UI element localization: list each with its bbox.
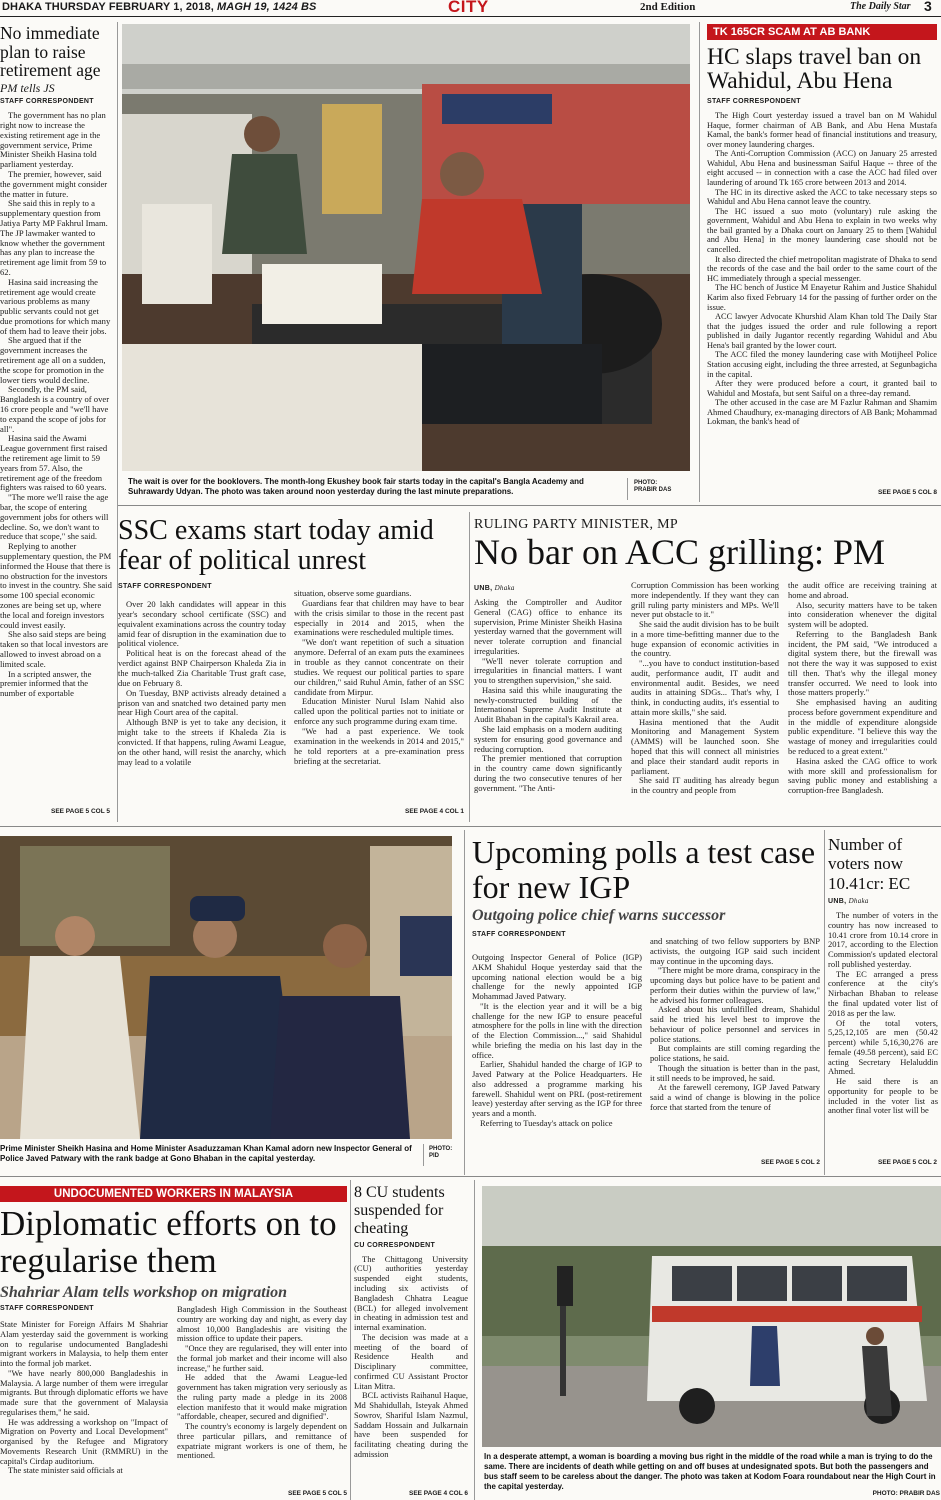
paragraph: Although BNP is yet to take any decision, it might take to the streets if Khaleda Zia is convicted. If that happens, ruling Awami League, on the other hand, will resist the anarchy, which may lead to a volatile — [118, 717, 286, 767]
byline-place: Dhaka — [848, 897, 869, 906]
paragraph: Corruption Commission has been working more independently. If they want they can grill ruling party ministers and MPs. We'll never put obstacle to it." — [631, 580, 779, 620]
malaysia-col-1 — [0, 1320, 168, 1476]
section-rule — [118, 505, 941, 506]
paragraph: The HC in its directive asked the ACC to take necessary steps so Wahidul and Abu Hena cannot leave the country. — [707, 187, 937, 207]
headline: No immediate plan to raise retirement age — [0, 23, 101, 81]
story-upcoming-polls — [472, 835, 818, 938]
paragraph: situation, observe some guardians. — [294, 588, 412, 598]
paragraph: The Chittagong University (CU) authorities yesterday suspended eight students, including six activists of Bangladesh Chhatra League (BCL) for alleged involvement in cheating in admission test and internal examination. — [354, 1253, 468, 1333]
dateline-bangla: MAGH 19, 1424 BS — [217, 1, 317, 13]
polls-col-2 — [650, 937, 820, 1113]
paragraph: It also directed the chief metropolitan magistrate of Dhaka to send the records of the case and the bail order to the same court of the HC immediately through a special messenger. — [707, 254, 937, 283]
photo-credit: PHOTO: PRABIR DAS — [872, 1490, 940, 1497]
photo-credit — [429, 1146, 459, 1160]
story-body — [707, 111, 937, 427]
byline: STAFF CORRESPONDENT — [472, 931, 566, 939]
photo-credit — [634, 480, 690, 494]
column-rule — [469, 512, 470, 822]
paragraph: Hasina asked the CAG office to work with more skill and professionalism for saving public money and establishing a corruption-free Bangladesh. — [788, 755, 937, 796]
paragraph: the audit office are receiving training at home and abroad. — [788, 580, 937, 600]
credit-label: PHOTO: — [634, 480, 658, 486]
photo-caption: In a desperate attempt, a woman is boarding a moving bus right in the middle of the road while a man is trying to do the same. There are incidents of death while getting on and off buses at undesignated spots. But both the passengers and bus staff seem to be careless about the danger. The photo was taken at Kodom Foara roundabout near the High Court in the capital yesterday. — [484, 1452, 936, 1492]
jump-line: SEE PAGE 5 COL 2 — [760, 1159, 820, 1166]
paragraph: On Tuesday, BNP activists already detained a prison van and snatched two detained party men near High Court area of the capital. — [118, 687, 286, 718]
paragraph: "There might be more drama, conspiracy in the upcoming days but police have to be patient and perform their duties within the purview of law," he advised his former colleagues. — [650, 965, 820, 1005]
paragraph: "...you have to conduct institution-based audit, performance audit, IT audit and environmental audit. Besides, we need audits in attaining SDGs... That's why, I think, in conducting audits, it's essential to attain more skills," she said. — [631, 658, 779, 717]
paragraph: State Minister for Foreign Affairs M Shahriar Alam yesterday said the government is working on to regularise undocumented Bangladeshi migrant workers in Malaysia, to help them enter into the formal job market. — [0, 1319, 168, 1369]
story-ssc-exams — [118, 516, 464, 590]
book-fair-image — [122, 24, 690, 471]
book-fair-photo — [122, 24, 690, 471]
paragraph: "We had a past experience. We took examination in the weekends in 2014 and 2015," he told reporters at a pre-examination press briefing at the secretariat. — [294, 726, 464, 766]
paragraph: ACC lawyer Advocate Khurshid Alam Khan told The Daily Star that the judges issued the order and rule following a report published in daily Jugantor recently regarding Wahidul and Abu Hena's bail granted by the lower court. — [707, 312, 937, 350]
subheadline: Shahriar Alam tells workshop on migration — [0, 1283, 288, 1301]
headline: Number of voters now 10.41cr: EC — [828, 835, 911, 893]
paragraph: After they were produced before a court, it granted bail to Wahidul and Mostafa, but sent Saiful on a three-day remand. — [707, 379, 937, 398]
headline: Diplomatic efforts on to regularise them — [0, 1204, 337, 1280]
paragraph: She emphasised having an auditing process before government expenditure and in the middle of expenditure alongside public expenditure. "I believe this way the wastage of money and irregularities could be reduced to a great extent." — [788, 697, 937, 757]
bus-boarding-photo — [482, 1186, 941, 1447]
story-malaysia-workers — [0, 1186, 347, 1312]
malaysia-col-2 — [177, 1305, 347, 1461]
byline: STAFF CORRESPONDENT — [0, 98, 94, 106]
paragraph: She argued that if the government increases the retirement age all on a sudden, the scope for promotion in the lower tiers would decline. — [0, 335, 106, 385]
column-rule — [350, 1180, 351, 1500]
edition-label: 2nd Edition — [640, 1, 696, 13]
jump-line: SEE PAGE 5 COL 5 — [287, 1490, 347, 1497]
byline-agency: UNB, — [828, 898, 847, 906]
paragraph: Earlier, Shahidul handed the charge of IGP to Javed Patwary at the Police Headquarters. He also addressed a programme marking his farewell. Shahidul went on PRL (post-retirement leave) yesterday after serving as the IGP for three years and a month. — [472, 1059, 642, 1119]
dateline-date: DHAKA THURSDAY FEBRUARY 1, 2018, — [2, 1, 214, 13]
credit-name: PRABIR DAS — [634, 487, 672, 494]
bus-boarding-image — [482, 1186, 941, 1447]
paragraph: She said IT auditing has already begun in the country and people from — [631, 775, 779, 796]
column-rule — [474, 1180, 475, 1500]
byline: STAFF CORRESPONDENT — [118, 583, 212, 591]
paragraph: He added that the Awami League-led government has taken migration very seriously as the ruling party made a pledge in its 2008 election manifesto that it would make migration "affordable, cheaper, secured and dignified". — [177, 1372, 347, 1422]
headline: 8 CU students suspended for cheating — [354, 1184, 445, 1238]
paragraph: The HC issued a suo moto (voluntary) rule asking the government, Wahidul and Abu Hena to explain in two weeks why the bail granted by a Dhaka court on January 25 to them [Wahidul and Abu Hena] in the money laundering case should not be cancelled. — [707, 206, 937, 255]
paragraph: He was addressing a workshop on "Impact of Migration on Poverty and Local Development" organised by the Refugee and Migratory Movements Research Unit (RMMRU) in the capital's Cirdap auditorium. — [0, 1416, 168, 1466]
column-rule — [464, 830, 465, 1175]
paragraph: The EC arranged a press conference at the city's Nirbachan Bhaban to release the final updated voter list of 2018 as per the law. — [828, 968, 938, 1018]
paragraph: Hasina said this while inaugurating the newly-constructed building of the International Supreme Audit Institute at Audit Bhaban in the capital's Kakrail area. — [474, 684, 622, 725]
paragraph: Secondly, the PM said, Bangladesh is a country of over 16 crore people and "we'll have to expand the scope of jobs for all". — [0, 384, 110, 434]
jump-line: SEE PAGE 4 COL 1 — [404, 808, 464, 815]
paragraph: In a scripted answer, the premier informed that the number of exportable — [0, 668, 92, 699]
paragraph: Hasina said increasing the retirement age would create various problems as many public servants could not get due promotions for which many of them had to leave their jobs. — [0, 276, 111, 336]
caption-divider — [627, 478, 628, 500]
igp-ceremony-photo — [0, 836, 452, 1139]
paragraph: and snatching of two fellow supporters by BNP activists, the outgoing IGP said such incident may continue in the upcoming days. — [650, 936, 820, 966]
paragraph: She also said steps are being taken so that local investors are allowed to invest abroad on a limited scale. — [0, 629, 109, 669]
paragraph: The HC bench of Justice M Enayetur Rahim and Justice Shahidul Karim also fixed February 14 for the passing of further order on the issue. — [707, 283, 937, 312]
acc-col-3 — [788, 581, 937, 796]
section-rule — [0, 826, 941, 827]
jump-line: SEE PAGE 5 COL 8 — [877, 489, 937, 496]
paragraph: Referring to the Bangladesh Bank incident, the PM said, "We introduced a digital system there, but the firewall was not there the way it was supposed to exist till then. That's why the illegal money transfer occurred. We need to look into those matters properly." — [788, 628, 937, 698]
byline: STAFF CORRESPONDENT — [707, 97, 801, 105]
paragraph: Hasina said the Awami League government first raised the retirement age limit to 59 years from 57. Also, the retirement age of the freedom fighters was raised to 60 years. — [0, 433, 108, 493]
kicker: TK 165CR SCAM AT AB BANK — [707, 24, 937, 40]
story-retirement-age — [0, 24, 113, 824]
paragraph: Replying to another supplementary question, the PM informed the House that there is no obstruction for the investors to invest in the country. She said some 100 special economic zones are being set up, where the local and foreign investors could invest easily. — [0, 541, 112, 630]
paragraph: At the farewell ceremony, IGP Javed Patwary said a wind of change is blowing in the police force that started from the tenure of — [650, 1082, 820, 1113]
credit-name: PID — [429, 1153, 440, 1160]
paragraph: Asked about his unfulfilled dream, Shahidul said he tried his level best to improve the behaviour of police personnel and services in police stations. — [650, 1004, 820, 1044]
paragraph: She laid emphasis on a modern auditing system for ensuring good governance and reducing corruption. — [474, 724, 622, 754]
paragraph: The ACC filed the money laundering case with Motijheel Police Station accusing eight, including the three arrested, at Segunbagicha in the capital. — [707, 350, 937, 379]
paragraph: She said this in reply to a supplementary question from Jatiya Party MP Fakhrul Imam. The JP lawmaker wanted to know whether the government has any plan to increase the retirement age limit from 59 to 62. — [0, 198, 108, 277]
paragraph: "We have nearly 800,000 Bangladeshis in Malaysia. A large number of them were irregular migrants. But through diplomatic efforts we have made sure that the government of Malaysia regularises them," he said. — [0, 1367, 168, 1417]
polls-col-1 — [472, 953, 642, 1129]
ssc-col-2 — [294, 589, 464, 766]
masthead-logo: The Daily Star — [850, 1, 911, 12]
story-acc-grilling — [474, 517, 941, 570]
paragraph: The number of voters in the country has now increased to 10.41 crore from 10.14 crore in 2017, according to the Election Commission's updated electoral roll published yesterday. — [828, 910, 938, 969]
kicker: UNDOCUMENTED WORKERS IN MALAYSIA — [0, 1186, 347, 1202]
column-rule — [699, 22, 700, 502]
paragraph: The other accused in the case are M Fazlur Rahman and Shamim Ahmed Chaudhury, ex-managing directors of AB Bank; Mohammad Lokman, the bank's head of — [707, 398, 937, 427]
story-voters — [828, 835, 938, 1116]
jump-line: SEE PAGE 4 COL 6 — [408, 1490, 468, 1497]
paragraph: Referring to Tuesday's attack on police — [480, 1118, 613, 1129]
paragraph: "We'll never tolerate corruption and irregularities in financial matters. I want you to strengthen supervision," she said. — [474, 655, 622, 686]
byline: CU CORRESPONDENT — [354, 1241, 436, 1249]
paragraph: The state minister said officials at — [8, 1465, 123, 1476]
paragraph: The Anti-Corruption Commission (ACC) on January 25 arrested Wahidul, Abu Hena and businessman Saiful Haque -- three of the eight accused -- in connection with a case the ACC had filed over laundering of around Tk 165 crore between 2013 and 2014. — [707, 149, 937, 187]
headline: SSC exams start today amid fear of political unrest — [118, 515, 434, 576]
story-hc-travel-ban — [707, 24, 937, 427]
dateline — [2, 1, 316, 13]
section-rule — [0, 1176, 941, 1177]
paragraph: The High Court yesterday issued a travel ban on M Wahidul Haque, former chairman of AB Bank, and Abu Hena Mustafa Kamal, the bank's former head of financial institutions and treasury, over money laundering charges. — [707, 110, 937, 149]
igp-ceremony-image — [0, 836, 452, 1139]
byline-agency: UNB, — [474, 585, 493, 592]
paragraph: The premier mentioned that corruption in the country came down significantly during the two consecutive tenures of her government. "The Anti- — [474, 753, 622, 793]
headline: No bar on ACC grilling: PM — [474, 532, 886, 572]
story-body — [828, 911, 938, 1116]
paragraph: She said the audit division has to be built in a more time-befitting manner due to the huge expansion of economic activities in the country. — [631, 619, 779, 659]
paragraph: Hasina mentioned that the Audit Monitoring and Management System (AMMS) will be launched soon. She hoped that this will connect all ministries and place their standard audit reports in parliament. — [631, 716, 779, 776]
paragraph: Though the situation is better than in the past, it still needs to be improved, he said. — [650, 1062, 820, 1083]
caption-divider — [423, 1144, 424, 1166]
headline: HC slaps travel ban on Wahidul, Abu Hena — [707, 44, 922, 94]
paragraph: "We don't want repetition of such a situation anymore. Deferral of an exam puts the examinees in trouble as they cannot concentrate on their studies. We request our political parties to spare our children," said Ruhul Amin, father of an SSC candidate from Mirpur. — [294, 637, 464, 697]
byline-place: Dhaka — [494, 584, 515, 592]
photo-caption: Prime Minister Sheikh Hasina and Home Minister Asaduzzaman Khan Kamal adorn new Inspector General of Police Javed Patwary with the rank badge at Gono Bhaban in the capital yesterday. — [0, 1144, 412, 1164]
paragraph: Political heat is on the forecast ahead of the verdict against BNP Chairperson Khaleda Zia in the much-talked Zia Charitable Trust graft case, due on February 8. — [118, 648, 286, 688]
paragraph: He said there is an opportunity for people to be included in the voter list as another final voter list will be — [828, 1076, 938, 1116]
credit-label: PHOTO: — [429, 1146, 453, 1152]
paragraph: The decision was made at a meeting of the board of Residence Health and Disciplinary committee, confirmed CU Assistant Proctor Litan Mitra. — [354, 1331, 468, 1391]
paragraph: But complaints are still coming regarding the police stations, he said. — [650, 1043, 820, 1064]
paragraph: Education Minister Nurul Islam Nahid also called upon the political parties not to initiate or enforce any such programme during exam time. — [294, 696, 464, 727]
paragraph: Of the total voters, 5,25,12,105 are men (50.42 percent) while 5,16,30,276 are female (49.58 percent), said EC acting Secretary Helaluddin Ahmed. — [828, 1017, 938, 1077]
paragraph: "Once they are regularised, they will enter into the formal job market and their income will also increase," he further said. — [177, 1343, 347, 1373]
kicker: RULING PARTY MINISTER, MP — [474, 517, 678, 532]
byline — [474, 584, 622, 593]
paragraph: Guardians fear that children may have to bear with the crisis similar to those in the recent past especially in 2014 and 2015, when the examinations were rescheduled multiple times. — [294, 597, 464, 638]
subheadline: PM tells JS — [0, 81, 55, 96]
story-body — [0, 111, 113, 699]
paragraph: "The more we'll raise the age bar, the scope of entering government jobs for others will decline. So, we don't want to reduce that scope," she said. — [0, 492, 109, 542]
paragraph: Over 20 lakh candidates will appear in this year's secondary school certificate (SSC) and equivalent examinations across the country today amid fear of disruption in the examination due to political violence. — [118, 599, 286, 649]
headline: Upcoming polls a test case for new IGP — [472, 834, 816, 906]
paragraph: BCL activists Raihanul Haque, Md Shahidullah, Isteyak Ahmed Sowrov, Shariful Islam Nazmul, Saddam Hossain and Julkarnain have been suspended for facilitating cheating during the admission — [354, 1390, 468, 1460]
acc-col-2 — [631, 581, 779, 796]
paragraph: "It is the election year and it will be a big challenge for the new IGP to ensure peaceful atmosphere for the polls in line with the direction of the Election Commission...," said Shahidul while briefing the media on his last day in the office. — [472, 1000, 642, 1060]
paragraph: Outgoing Inspector General of Police (IGP) AKM Shahidul Hoque yesterday said that the upcoming national election would be a big challenge for the newly appointed IGP Mohammad Javed Patwary. — [472, 952, 642, 1002]
paragraph: The government has no plan right now to increase the existing retirement age in the government service, Prime Minister Sheikh Hasina told parliament yesterday. — [0, 110, 106, 170]
paragraph: The country's economy is largely dependent on three particular pillars, and remittance of expatriate migrant workers is one of them, he mentioned. — [177, 1421, 347, 1461]
page-header — [0, 0, 941, 17]
paragraph: Also, security matters have to be taken into consideration whenever the digital system will be adopted. — [788, 599, 937, 630]
ssc-col-1 — [118, 600, 286, 768]
byline: STAFF CORRESPONDENT — [0, 1304, 94, 1312]
photo-caption: The wait is over for the booklovers. The month-long Ekushey book fair starts today in the capital's Bangla Academy and Suhrawardy Udyan. The photo was taken around noon yesterday during the last minute preparations. — [128, 477, 584, 497]
story-body — [354, 1255, 468, 1460]
story-cu-students — [354, 1184, 468, 1460]
jump-line: SEE PAGE 5 COL 5 — [50, 808, 110, 815]
subheadline: Outgoing police chief warns successor — [472, 907, 726, 925]
jump-line: SEE PAGE 5 COL 2 — [877, 1159, 937, 1166]
byline — [828, 897, 938, 905]
column-rule — [824, 830, 825, 1175]
paragraph: Asking the Comptroller and Auditor General (CAG) office to enhance its supervision, Prime Minister Sheikh Hasina yesterday warned that the government will never tolerate corruption and financial irregularities. — [474, 597, 622, 656]
acc-col-1 — [474, 584, 622, 793]
paragraph: Bangladesh High Commission in the Southeast country are working day and night, as every day almost 10,000 Bangladeshis are visiting the mission office to update their papers. — [177, 1304, 347, 1344]
page-number: 3 — [924, 0, 932, 14]
paragraph: The premier, however, said the government might consider the matter in future. — [0, 168, 108, 199]
section-name: CITY — [448, 0, 489, 16]
